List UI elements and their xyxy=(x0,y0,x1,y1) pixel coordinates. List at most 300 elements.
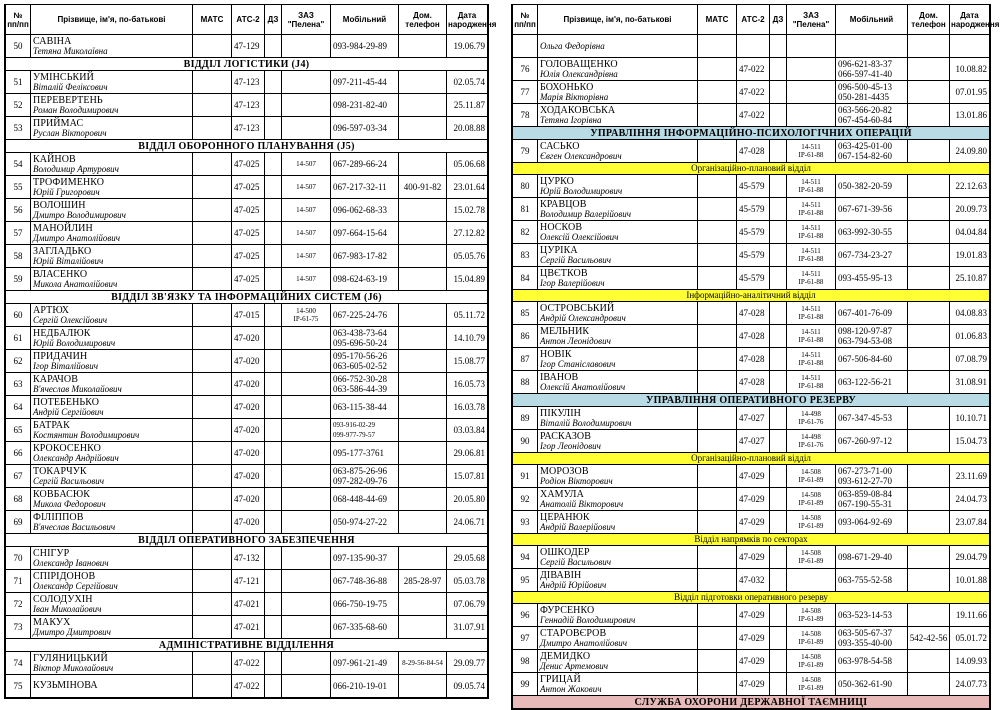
mobile-number: 066-210-19-01 xyxy=(333,681,387,691)
mobile-number: 097-961-21-49 xyxy=(333,658,387,668)
birth-date: 29.05.68 xyxy=(447,547,488,570)
home-phone xyxy=(399,419,447,442)
employee-name-cell xyxy=(31,373,193,396)
zaz-value xyxy=(788,143,834,159)
employee-given-names: Євген Олександрович xyxy=(540,150,622,161)
employee-given-names: Костянтин Володимирович xyxy=(33,429,140,440)
mobile-number: 063-859-08-84 xyxy=(838,489,892,499)
mobile-number: 097-282-09-76 xyxy=(333,476,387,486)
zaz-line: IP-61-88 xyxy=(798,336,824,344)
employee-name-cell xyxy=(538,140,698,163)
mobile-phones xyxy=(836,348,908,371)
row-number: 93 xyxy=(513,511,538,534)
mobile-number: 093-455-95-13 xyxy=(838,273,892,283)
employee-given-names: Тетяна Ігорівна xyxy=(540,114,602,125)
zaz-pelena-phone xyxy=(787,371,836,394)
zaz-line: 14-511 xyxy=(801,305,821,313)
home-phone: 8-29-56-84-54 xyxy=(399,652,447,675)
mats-phone xyxy=(698,650,737,673)
ats2-phone: 45-579 xyxy=(737,267,770,290)
table-row xyxy=(513,35,990,58)
ats2-phone: 47-029 xyxy=(737,546,770,569)
birth-date: 29.09.77 xyxy=(447,652,488,675)
dz-phone xyxy=(770,175,787,198)
mobile-phones xyxy=(836,546,908,569)
row-number: 59 xyxy=(6,268,31,291)
ats2-phone: 47-029 xyxy=(737,650,770,673)
ats2-phone: 47-029 xyxy=(737,627,770,650)
mobile-phones xyxy=(836,650,908,673)
row-number: 53 xyxy=(6,117,31,140)
birth-date: 04.08.83 xyxy=(950,302,990,325)
employee-surname: СПІРІДОНОВ xyxy=(33,570,96,582)
employee-surname: ПЕРЕВЕРТЕНЬ xyxy=(33,94,103,106)
dz-phone xyxy=(265,304,282,327)
mobile-number: 063-875-26-96 xyxy=(333,466,387,476)
dz-phone xyxy=(265,419,282,442)
ats2-phone: 47-022 xyxy=(232,675,265,698)
right-phone-table xyxy=(511,4,1000,710)
zaz-pelena-phone xyxy=(787,546,836,569)
ats2-phone: 47-025 xyxy=(232,268,265,291)
table-row xyxy=(513,221,990,244)
mobile-phones xyxy=(331,199,399,222)
dz-phone xyxy=(265,488,282,511)
home-phone xyxy=(399,199,447,222)
zaz-pelena-phone xyxy=(787,604,836,627)
employee-surname: НЕДБАЛЮК xyxy=(33,327,91,339)
home-phone xyxy=(908,267,950,290)
employee-given-names: Руслан Вікторович xyxy=(33,127,107,138)
employee-surname: МОРОЗОВ xyxy=(540,465,589,477)
mobile-phones xyxy=(836,302,908,325)
col-mats-header: МАТС xyxy=(698,5,737,35)
mobile-number: 067-347-45-53 xyxy=(838,413,892,423)
birth-date: 19.06.79 xyxy=(447,35,488,58)
birth-date: 01.06.83 xyxy=(950,325,990,348)
birth-date: 31.07.91 xyxy=(447,616,488,639)
dz-phone xyxy=(770,546,787,569)
employee-given-names: Віктор Миколайович xyxy=(33,662,114,673)
employee-surname: РАСКАЗОВ xyxy=(540,430,592,442)
row-number: 80 xyxy=(513,175,538,198)
birth-date: 05.05.76 xyxy=(447,245,488,268)
home-phone xyxy=(399,153,447,176)
table-row xyxy=(513,81,990,104)
zaz-pelena-phone xyxy=(787,673,836,696)
home-phone xyxy=(908,198,950,221)
table-row xyxy=(513,488,990,511)
mobile-number: 098-120-97-87 xyxy=(838,326,892,336)
col-home-phone-header: Дом. телефон xyxy=(399,5,447,35)
employee-given-names: Андрій Олександрович xyxy=(540,312,626,323)
mobile-number: 068-448-44-69 xyxy=(333,494,387,504)
table-row xyxy=(6,442,488,465)
table-row xyxy=(6,304,488,327)
zaz-value xyxy=(788,514,834,530)
mobile-number: 050-362-61-90 xyxy=(838,679,892,689)
home-phone xyxy=(908,302,950,325)
table-row xyxy=(6,373,488,396)
employee-given-names: Сергій Васильович xyxy=(540,254,612,265)
mobile-number: 098-624-63-19 xyxy=(333,274,387,284)
zaz-value: 14-507 xyxy=(296,160,316,168)
employee-name-cell xyxy=(538,569,698,592)
mats-phone xyxy=(193,350,232,373)
mobile-number: 050-382-20-59 xyxy=(838,181,892,191)
employee-given-names: Юлія Олександрівна xyxy=(540,68,618,79)
ats2-phone: 47-022 xyxy=(737,104,770,127)
row-number: 78 xyxy=(513,104,538,127)
mats-phone xyxy=(698,104,737,127)
mobile-number: 063-505-67-37 xyxy=(838,628,892,638)
mobile-phones xyxy=(331,222,399,245)
birth-date: 14.09.93 xyxy=(950,650,990,673)
mobile-number: 050-281-4435 xyxy=(838,92,889,102)
birth-date: 15.02.78 xyxy=(447,199,488,222)
mobile-phones xyxy=(331,245,399,268)
birth-date: 29.04.79 xyxy=(950,546,990,569)
mobile-phones xyxy=(331,652,399,675)
home-phone: 542-42-56 xyxy=(908,627,950,650)
row-number: 82 xyxy=(513,221,538,244)
employee-surname: УМІНСЬКИЙ xyxy=(33,71,94,83)
zaz-line: 14-511 xyxy=(801,247,821,255)
zaz-pelena-phone xyxy=(282,245,331,268)
dz-phone xyxy=(770,569,787,592)
mats-phone xyxy=(698,325,737,348)
row-number: 84 xyxy=(513,267,538,290)
mobile-number: 067-401-76-09 xyxy=(838,308,892,318)
employee-surname: ПРИЙМАС xyxy=(33,117,84,129)
employee-surname: САВІНА xyxy=(33,35,72,47)
home-phone xyxy=(908,221,950,244)
employee-name-cell xyxy=(538,604,698,627)
employee-surname: НОВІК xyxy=(540,348,572,360)
employee-given-names: Дмитро Дмитрович xyxy=(33,626,111,637)
zaz-pelena-phone xyxy=(282,652,331,675)
row-number: 65 xyxy=(6,419,31,442)
home-phone xyxy=(908,35,950,58)
birth-date: 23.07.84 xyxy=(950,511,990,534)
birth-date: 05.11.72 xyxy=(447,304,488,327)
col-ats-header: АТС-2 xyxy=(232,5,265,35)
employee-surname: ГОЛОВАЩЕНКО xyxy=(540,58,618,70)
birth-date: 05.03.78 xyxy=(447,570,488,593)
row-number: 99 xyxy=(513,673,538,696)
birth-date: 05.01.72 xyxy=(950,627,990,650)
mobile-number: 067-273-71-00 xyxy=(838,466,892,476)
employee-given-names: Роман Володимирович xyxy=(33,104,119,115)
zaz-value xyxy=(283,307,329,323)
ats2-phone: 47-015 xyxy=(232,304,265,327)
mats-phone xyxy=(698,140,737,163)
employee-given-names: Андрій Сергійович xyxy=(33,406,104,417)
mats-phone xyxy=(698,267,737,290)
employee-surname: ПОТЕБЕНЬКО xyxy=(33,396,100,408)
employee-surname: СТАРОВЄРОВ xyxy=(540,627,607,639)
employee-given-names: Сергій Васильович xyxy=(33,475,105,486)
employee-name-cell xyxy=(538,465,698,488)
section-title: ВІДДІЛ ОПЕРАТИВНОГО ЗАБЕЗПЕЧЕННЯ xyxy=(6,534,488,547)
dz-phone xyxy=(770,488,787,511)
home-phone xyxy=(908,511,950,534)
mobile-phones xyxy=(836,627,908,650)
dz-phone xyxy=(770,58,787,81)
employee-surname: КОВБАСЮК xyxy=(33,488,91,500)
birth-date: 19.11.66 xyxy=(950,604,990,627)
birth-date: 20.09.73 xyxy=(950,198,990,221)
employee-name-cell xyxy=(31,117,193,140)
employee-given-names: Андрій Юрійович xyxy=(540,579,607,590)
left-header-row xyxy=(6,5,488,35)
ats2-phone: 47-029 xyxy=(737,488,770,511)
zaz-value: 14-507 xyxy=(296,252,316,260)
home-phone xyxy=(908,465,950,488)
birth-date: 15.04.89 xyxy=(447,268,488,291)
employee-surname: ПРИДАЧИН xyxy=(33,350,88,362)
employee-surname: МАНОЙЛИН xyxy=(33,222,93,234)
mats-phone xyxy=(698,221,737,244)
mats-phone xyxy=(193,488,232,511)
mobile-number: 099-977-79-57 xyxy=(333,431,375,439)
ats2-phone: 47-028 xyxy=(737,371,770,394)
table-row xyxy=(513,58,990,81)
ats2-phone: 47-123 xyxy=(232,71,265,94)
col-ats-header: АТС-2 xyxy=(737,5,770,35)
ats2-phone: 47-020 xyxy=(232,465,265,488)
mobile-phones xyxy=(331,396,399,419)
zaz-pelena-phone xyxy=(282,488,331,511)
birth-date: 24.07.73 xyxy=(950,673,990,696)
zaz-pelena-phone xyxy=(787,140,836,163)
birth-date: 07.06.79 xyxy=(447,593,488,616)
mobile-phones xyxy=(331,511,399,534)
table-row xyxy=(6,419,488,442)
row-number: 69 xyxy=(6,511,31,534)
zaz-line: 14-511 xyxy=(801,270,821,278)
table-row xyxy=(513,371,990,394)
dz-phone xyxy=(265,616,282,639)
home-phone xyxy=(399,222,447,245)
employee-name-cell xyxy=(538,35,698,58)
zaz-line: 14-511 xyxy=(801,143,821,151)
dz-phone xyxy=(770,430,787,453)
subsection-header-row xyxy=(513,453,990,465)
row-number: 89 xyxy=(513,407,538,430)
home-phone xyxy=(399,616,447,639)
ats2-phone: 47-020 xyxy=(232,419,265,442)
home-phone xyxy=(399,245,447,268)
birth-date: 04.04.84 xyxy=(950,221,990,244)
row-number: 57 xyxy=(6,222,31,245)
employee-name-cell xyxy=(31,222,193,245)
home-phone xyxy=(399,675,447,698)
zaz-value xyxy=(788,328,834,344)
row-number: 66 xyxy=(6,442,31,465)
ats2-phone: 47-123 xyxy=(232,117,265,140)
employee-given-names: Геннадій Володимирович xyxy=(540,614,636,625)
zaz-line: IP-61-88 xyxy=(798,382,824,390)
mats-phone xyxy=(698,430,737,453)
mobile-phones xyxy=(331,268,399,291)
row-number xyxy=(513,35,538,58)
mats-phone xyxy=(193,675,232,698)
employee-given-names: Віталій Фелiксович xyxy=(33,81,108,92)
employee-given-names: Ігор Віталійович xyxy=(33,360,98,371)
zaz-value xyxy=(788,201,834,217)
ats2-phone: 47-028 xyxy=(737,140,770,163)
mobile-phones xyxy=(331,675,399,698)
row-number: 86 xyxy=(513,325,538,348)
employee-name-cell xyxy=(31,675,193,698)
employee-name-cell xyxy=(538,371,698,394)
col-birthdate-header: Дата народження xyxy=(950,5,990,35)
employee-name-cell xyxy=(31,153,193,176)
dz-phone xyxy=(265,547,282,570)
ats2-phone: 47-028 xyxy=(737,348,770,371)
mobile-phones xyxy=(836,465,908,488)
table-row xyxy=(6,675,488,698)
mobile-phones xyxy=(836,267,908,290)
mobile-phones xyxy=(836,488,908,511)
zaz-line: IP-61-88 xyxy=(798,232,824,240)
ats2-phone: 47-020 xyxy=(232,327,265,350)
home-phone xyxy=(908,81,950,104)
zaz-line: 14-508 xyxy=(801,549,821,557)
zaz-pelena-phone xyxy=(282,94,331,117)
ats2-phone: 45-579 xyxy=(737,175,770,198)
mobile-phones xyxy=(836,35,908,58)
dz-phone xyxy=(265,35,282,58)
birth-date: 10.01.88 xyxy=(950,569,990,592)
dz-phone xyxy=(265,222,282,245)
mats-phone xyxy=(698,488,737,511)
employee-name-cell xyxy=(31,511,193,534)
mobile-phones xyxy=(331,570,399,593)
subsection-title: Організаційно-плановий відділ xyxy=(513,453,990,465)
mats-phone xyxy=(193,396,232,419)
employee-name-cell xyxy=(538,488,698,511)
employee-given-names: Ігор Станіславович xyxy=(540,358,616,369)
mobile-number: 067-260-97-12 xyxy=(838,436,892,446)
mobile-phones xyxy=(836,569,908,592)
zaz-line: IP-61-89 xyxy=(798,661,824,669)
mobile-number: 097-664-15-64 xyxy=(333,228,387,238)
home-phone xyxy=(908,371,950,394)
employee-surname: САСЬКО xyxy=(540,140,580,152)
birth-date: 16.03.78 xyxy=(447,396,488,419)
ats2-phone: 47-020 xyxy=(232,373,265,396)
zaz-line: 14-511 xyxy=(801,351,821,359)
row-number: 67 xyxy=(6,465,31,488)
employee-given-names: В'ячеслав Васильович xyxy=(33,521,116,532)
dz-phone xyxy=(265,117,282,140)
dz-phone xyxy=(265,465,282,488)
employee-name-cell xyxy=(538,81,698,104)
birth-date: 29.06.81 xyxy=(447,442,488,465)
table-row xyxy=(6,222,488,245)
mats-phone xyxy=(193,268,232,291)
zaz-line: 14-511 xyxy=(801,328,821,336)
table-row xyxy=(513,430,990,453)
mats-phone xyxy=(193,176,232,199)
dz-phone xyxy=(265,350,282,373)
employee-given-names: Віталій Володимирович xyxy=(540,417,632,428)
mats-phone xyxy=(698,569,737,592)
table-row xyxy=(6,547,488,570)
table-row xyxy=(513,175,990,198)
mobile-phones xyxy=(331,593,399,616)
employee-name-cell xyxy=(31,350,193,373)
home-phone xyxy=(908,546,950,569)
mobile-number: 063-755-52-58 xyxy=(838,575,892,585)
zaz-pelena-phone xyxy=(282,419,331,442)
employee-name-cell xyxy=(31,176,193,199)
zaz-line: 14-508 xyxy=(801,676,821,684)
home-phone xyxy=(908,407,950,430)
table-row xyxy=(6,94,488,117)
row-number: 50 xyxy=(6,35,31,58)
ats2-phone: 47-020 xyxy=(232,511,265,534)
dz-phone xyxy=(265,570,282,593)
mats-phone xyxy=(698,348,737,371)
zaz-line: IP-61-89 xyxy=(798,499,824,507)
zaz-pelena-phone xyxy=(787,175,836,198)
ats2-phone: 47-025 xyxy=(232,245,265,268)
right-table-body xyxy=(513,35,990,709)
ats2-phone: 47-020 xyxy=(232,396,265,419)
birth-date: 23.11.69 xyxy=(950,465,990,488)
mobile-phones xyxy=(836,81,908,104)
row-number: 77 xyxy=(513,81,538,104)
section-title: ВІДДІЛ ЗВ'ЯЗКУ ТА ІНФОРМАЦІЙНИХ СИСТЕМ (J6) xyxy=(6,291,488,304)
zaz-value xyxy=(788,433,834,449)
employee-name-cell xyxy=(538,175,698,198)
zaz-value xyxy=(788,224,834,240)
ats2-phone: 47-029 xyxy=(737,673,770,696)
zaz-line: 14-511 xyxy=(801,224,821,232)
col-mats-header: МАТС xyxy=(193,5,232,35)
zaz-line: 14-508 xyxy=(801,630,821,638)
birth-date: 25.11.87 xyxy=(447,94,488,117)
zaz-pelena-phone xyxy=(787,650,836,673)
birth-date: 07.01.95 xyxy=(950,81,990,104)
home-phone xyxy=(908,325,950,348)
employee-surname: ОСТРОВСЬКИЙ xyxy=(540,302,615,314)
ats2-phone: 47-132 xyxy=(232,547,265,570)
mobile-number: 066-597-41-40 xyxy=(838,69,892,79)
employee-surname: ФІЛІППОВ xyxy=(33,511,84,523)
employee-name-cell xyxy=(538,325,698,348)
mobile-number: 063-586-44-39 xyxy=(333,384,387,394)
mobile-phones xyxy=(331,442,399,465)
mobile-number: 095-170-56-26 xyxy=(333,351,387,361)
dz-phone xyxy=(265,327,282,350)
employee-surname: ЦУРКО xyxy=(540,175,575,187)
row-number: 97 xyxy=(513,627,538,650)
table-row xyxy=(513,465,990,488)
mobile-number: 067-335-68-60 xyxy=(333,622,387,632)
employee-surname: МЕЛЬНИК xyxy=(540,325,590,337)
dz-phone xyxy=(770,267,787,290)
zaz-line: 14-511 xyxy=(801,201,821,209)
employee-surname: ДІВАВІН xyxy=(540,569,582,581)
ats2-phone: 47-022 xyxy=(737,81,770,104)
employee-given-names: Олександр Іванович xyxy=(33,557,109,568)
subsection-title: Відділ напрямків по секторах xyxy=(513,534,990,546)
dz-phone xyxy=(770,650,787,673)
